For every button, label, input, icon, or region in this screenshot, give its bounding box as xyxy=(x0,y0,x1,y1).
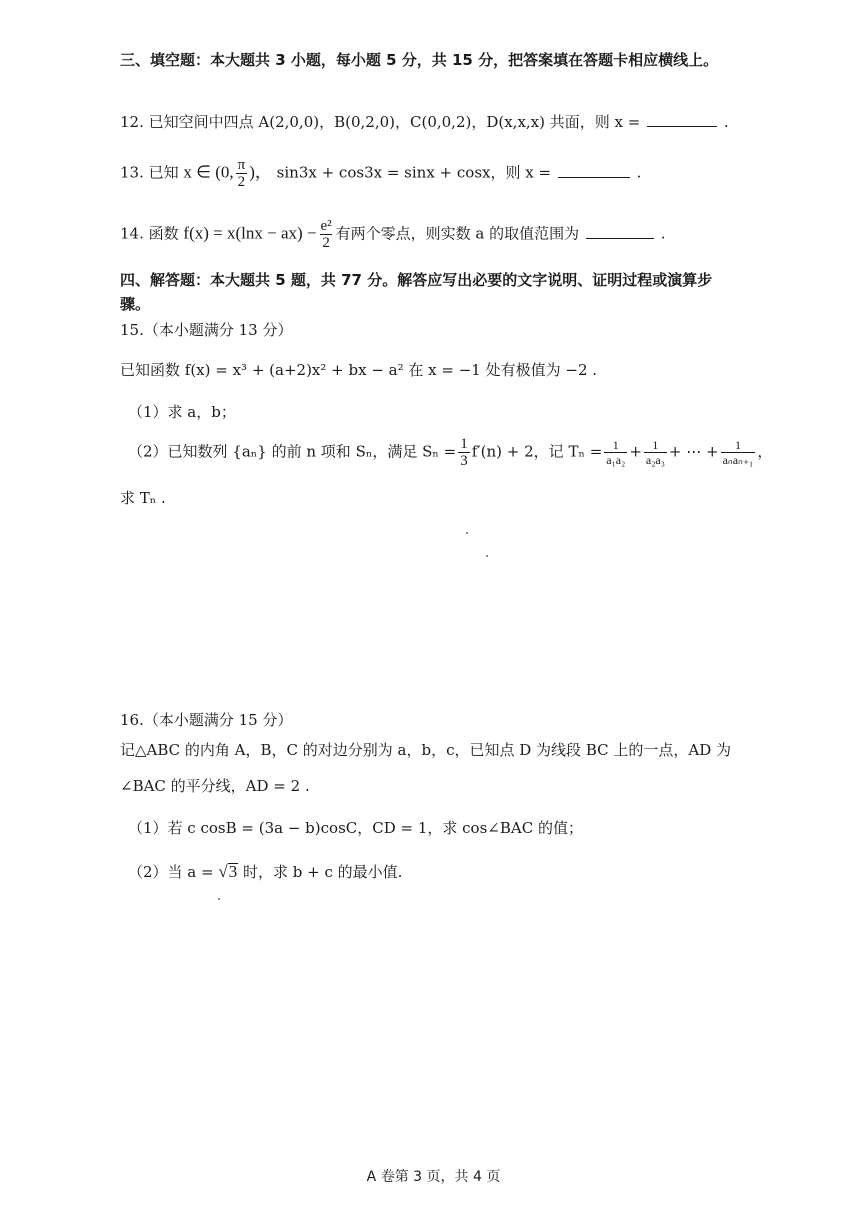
q15-part1: （1）求 a，b； xyxy=(128,403,236,421)
question-13 xyxy=(120,157,641,190)
question-12 xyxy=(120,112,729,132)
q16-root-value: 3 xyxy=(228,862,238,881)
q13-end: . xyxy=(636,163,642,182)
q14-end: . xyxy=(660,224,666,243)
q13-frac-num: π xyxy=(237,157,246,173)
q15-part2-end: ， xyxy=(757,442,773,461)
q13-answer-blank xyxy=(558,163,630,178)
section4-header-line1: 四、解答题：本大题共 5 题，共 77 分。解答应写出必要的文字说明、证明过程或演算步 xyxy=(120,271,713,289)
q16-part2 xyxy=(128,862,402,882)
q15-title: 15.（本小题满分 13 分） xyxy=(120,321,293,339)
q13-frac-den: 2 xyxy=(237,174,246,190)
q14-frac-den: 2 xyxy=(322,235,330,251)
sqrt-symbol: √ xyxy=(218,862,228,881)
question-14 xyxy=(120,218,665,251)
q13-equation: sin3x + cos3x = sinx + cosx，则 x = xyxy=(276,163,552,182)
t3-num: 1 xyxy=(734,438,741,452)
t1-num: 1 xyxy=(612,438,619,452)
q12-answer-blank xyxy=(647,112,717,127)
section4-header-line2: 骤。 xyxy=(120,295,151,313)
plus-1: + xyxy=(629,442,642,461)
q13-cond: x ∈ (0, xyxy=(183,162,234,182)
q16-stem-line1: 记△ABC 的内角 A，B，C 的对边分别为 a，b，c，已知点 D 为线段 BC 上的一点，AD 为 xyxy=(120,741,732,759)
section3-header: 三、填空题：本大题共 3 小题，每小题 5 分，共 15 分，把答案填在答题卡相应横线上。 xyxy=(120,51,719,69)
page-footer: A 卷第 3 页，共 4 页 xyxy=(366,1169,501,1185)
q12-text: 12. 已知空间中四点 A(2,0,0)，B(0,2,0)，C(0,0,2)，D(x,x,x) 共面，则 x = xyxy=(120,113,641,131)
t-term-1 xyxy=(604,438,627,467)
t-term-3 xyxy=(721,438,756,467)
q16-title: 16.（本小题满分 15 分） xyxy=(120,711,293,729)
q15-part2-frac-den: 3 xyxy=(460,453,468,469)
q14-prefix: 14. 函数 xyxy=(120,224,179,243)
q15-part2-text-b: f′(n) + 2，记 Tₙ = xyxy=(471,442,603,461)
q15-part2-text-a: （2）已知数列 {aₙ} 的前 n 项和 Sₙ，满足 Sₙ = xyxy=(128,442,457,461)
scan-speck xyxy=(466,532,468,534)
q15-part2 xyxy=(128,436,772,469)
q15-ask: 求 Tₙ . xyxy=(120,489,166,507)
q14-rest: 有两个零点，则实数 a 的取值范围为 xyxy=(335,224,580,243)
plus-2: + ⋯ + xyxy=(668,442,719,461)
scan-speck xyxy=(218,898,220,900)
q16-part2-text-a: （2）当 a = xyxy=(128,863,214,881)
t1-den: a₁a₂ xyxy=(606,453,626,467)
t2-num: 1 xyxy=(652,438,659,452)
q14-function: f(x) = x(lnx − ax) − xyxy=(183,223,317,243)
t-term-2 xyxy=(644,438,667,467)
q16-part1: （1）若 c cosB = (3a − b)cosC，CD = 1，求 cos∠BAC 的值； xyxy=(128,819,583,837)
t2-den: a₂a₃ xyxy=(645,453,665,467)
t3-den: aₙaₙ₊₁ xyxy=(722,453,754,467)
q16-stem-line2: ∠BAC 的平分线，AD = 2 . xyxy=(120,777,310,795)
q12-end: . xyxy=(723,113,729,131)
q14-fraction xyxy=(319,218,334,251)
q13-prefix: 13. 已知 xyxy=(120,163,179,182)
scan-speck xyxy=(486,555,488,557)
q15-stem: 已知函数 f(x) = x³ + (a+2)x² + bx − a² 在 x = −1 处有极值为 −2 . xyxy=(120,361,598,379)
q16-part2-text-b: 时，求 b + c 的最小值. xyxy=(243,863,403,881)
q14-frac-num: e² xyxy=(320,218,332,234)
q14-answer-blank xyxy=(586,224,654,239)
q15-part2-frac-num: 1 xyxy=(460,436,468,452)
q13-cond-end: )， xyxy=(249,162,272,182)
q15-part2-fraction xyxy=(458,436,470,469)
q13-fraction xyxy=(236,157,248,190)
